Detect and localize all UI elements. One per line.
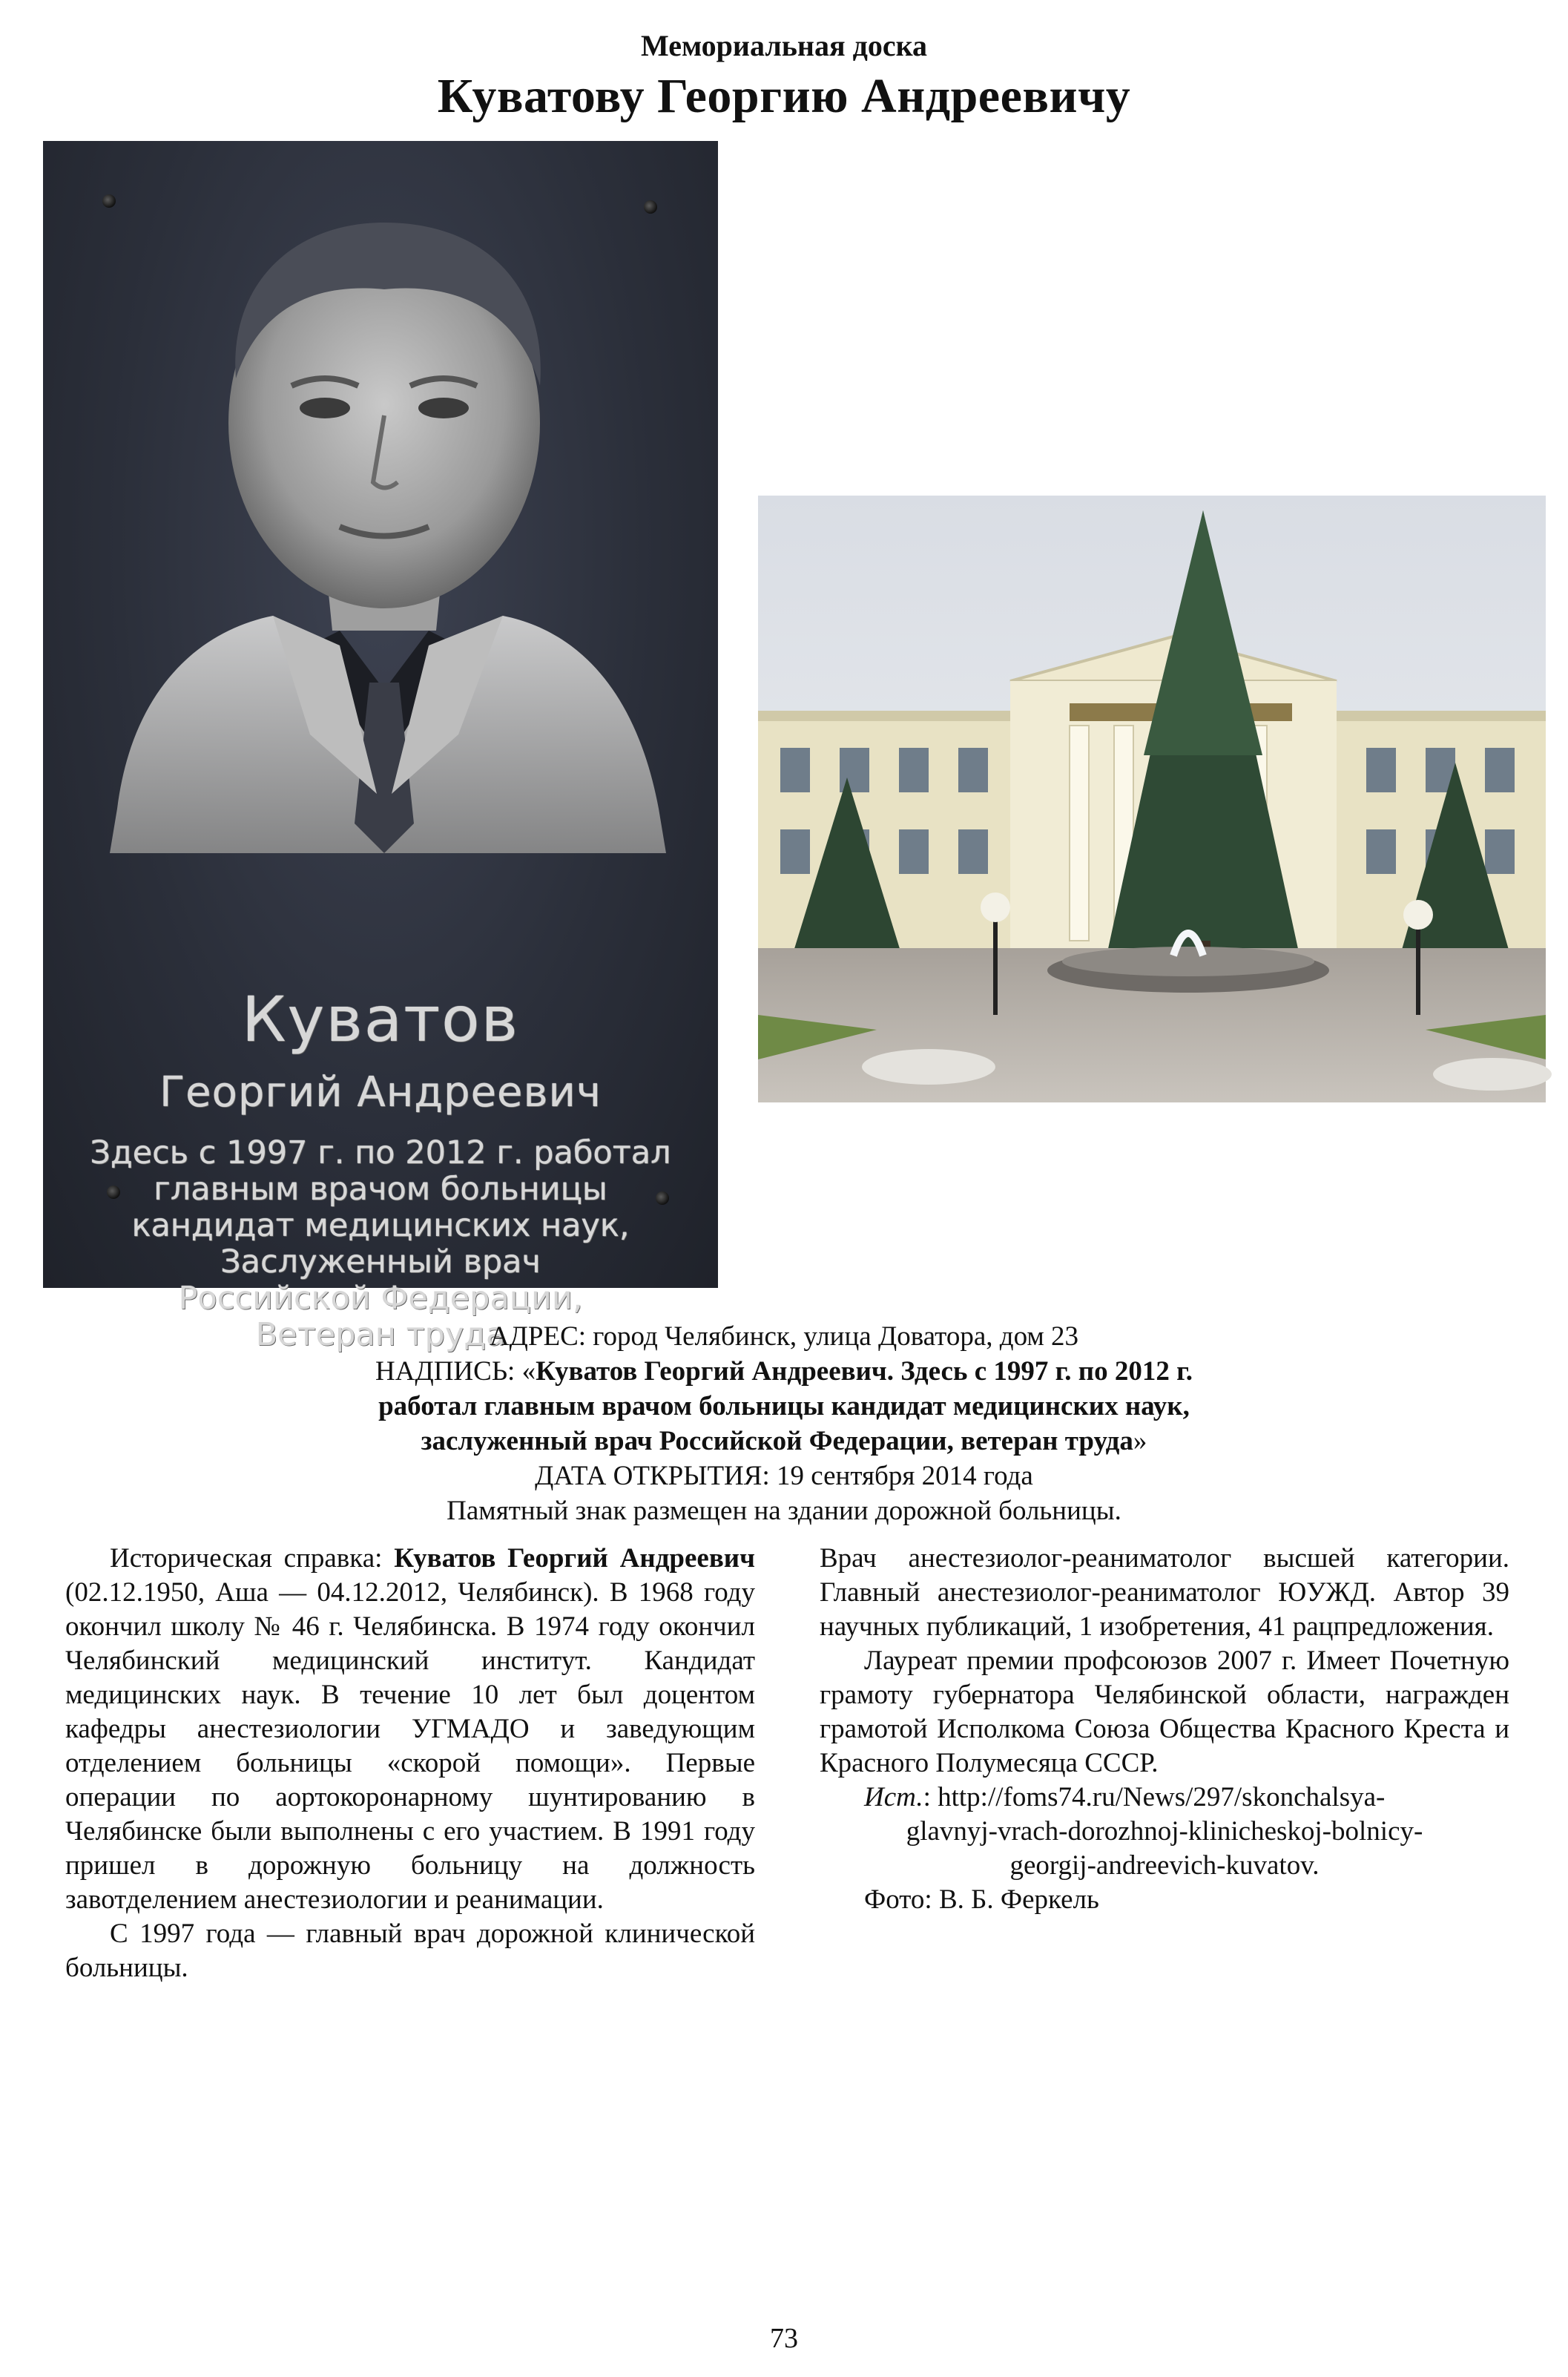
page-number: 73 [770,2323,798,2354]
engraved-portrait [88,171,681,957]
biography-right-column [820,1542,1509,1917]
memorial-plaque-photo [43,141,718,1353]
inscription-line-1 [0,1354,1568,1389]
biography-left-column [65,1542,755,1985]
biography-text: В 1968 году окончил школу № 46 г. Челябинска. В 1974 году окончил Челябинский медицинский институт. Кандидат медицинских наук. В течение 10 лет был доцентом кафедры анестезиологии УГМАДО и заведующим отделением больницы «скорой помощи». Первые операции по аортокоронарному шунтированию в Челябинске были выполнены с его участием. В 1991 году пришел в дорожную больницу на должность завотделением анестезиологии и реанимации. [65,1577,755,1915]
source-citation [820,1781,1509,1815]
biography-paragraph: Лауреат премии профсоюзов 2007 г. Имеет Почетную грамоту губернатора Челябинской области, награжден грамотой Исполкома Союза Общества Красного Креста и Красного Полумесяца СССР. [820,1646,1509,1778]
biography-lead: Историческая справка: [110,1543,395,1574]
inscription-label: НАДПИСЬ: « [375,1356,536,1387]
source-separator: : [923,1782,938,1812]
source-label: Ист. [864,1782,923,1812]
source-url: http://foms74.ru/News/297/skonchalsya- [938,1782,1386,1812]
address-line: АДРЕС: город Челябинск, улица Доватора, дом 23 [489,1321,1079,1352]
plaque-given-name: Георгий Андреевич [159,1068,602,1117]
source-url-cont: glavnyj-vrach-dorozhnoj-klinicheskoj-bolnicy- [906,1816,1423,1847]
inscription-line-2: работал главным врачом больницы кандидат медицинских наук, [378,1391,1190,1421]
inscription-text: Куватов Георгий Андреевич. Здесь с 1997 г. по 2012 г. [536,1356,1193,1387]
plaque-surname: Куватов [241,983,520,1056]
plaque-line: Российской Федерации, [178,1280,583,1317]
plaque-line: главным врачом больницы [154,1171,607,1208]
memorial-info [0,1316,1568,1528]
biography-paragraph: С 1997 года — главный врач дорожной клинической больницы. [65,1919,755,1983]
hospital-building-photo [758,496,1546,1102]
plaque-line: Заслуженный врач [220,1243,541,1280]
source-url-cont: georgij-andreevich-kuvatov. [1009,1850,1320,1881]
inscription-text: заслуженный врач Российской Федерации, ветеран труда [421,1426,1133,1456]
biography-name: Куватов Георгий Андреевич [394,1543,755,1574]
opening-date-line: ДАТА ОТКРЫТИЯ: 19 сентября 2014 года [535,1461,1033,1491]
inscription-close: » [1133,1426,1147,1456]
location-line: Памятный знак размещен на здании дорожной больницы. [447,1496,1121,1526]
plaque-line: Ветеран труда [255,1316,506,1353]
plaque-line: Здесь с 1997 г. по 2012 г. работал [90,1134,671,1171]
plaque-line: кандидат медицинских наук, [131,1207,630,1244]
biography-paragraph: Врач анестезиолог-реаниматолог высшей категории. Главный анестезиолог-реаниматолог ЮУЖД. Автор 39 научных публикаций, 1 изобретения, 41 рацпредложения. [820,1543,1509,1642]
page-title: Куватову Георгию Андреевичу [437,69,1131,123]
inscription-line-3 [0,1424,1568,1459]
biography-paragraph [65,1542,755,1917]
photo-credit: Фото: В. Б. Феркель [864,1884,1099,1915]
biography-dates: (02.12.1950, Аша — 04.12.2012, Челябинск). [65,1577,599,1608]
page-kicker: Мемориальная доска [640,29,928,62]
